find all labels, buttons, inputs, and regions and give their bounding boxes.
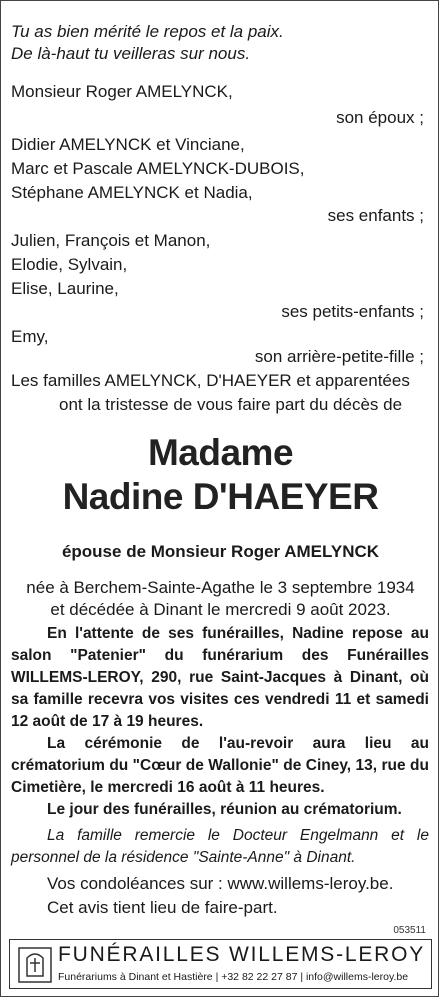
spouse-name: Monsieur Roger AMELYNCK, — [11, 82, 233, 101]
thanks-paragraph: La famille remercie le Docteur Engelmann et le personnel de la résidence "Sainte-Anne" à Dinant. — [11, 827, 429, 866]
funeral-home-footer — [9, 939, 432, 989]
deceased-name: Nadine D'HAEYER — [62, 476, 379, 517]
deceased-relation: épouse de Monsieur Roger AMELYNCK — [61, 542, 380, 561]
child-2: Marc et Pascale AMELYNCK-DUBOIS, — [11, 159, 305, 178]
verse-line-1: Tu as bien mérité le repos et la paix. — [11, 22, 284, 41]
child-1: Didier AMELYNCK et Vinciane, — [11, 135, 245, 154]
reception-paragraph: Le jour des funérailles, réunion au crématorium. — [47, 801, 402, 818]
grandchild-2: Elodie, Sylvain, — [11, 255, 128, 274]
death-line: et décédée à Dinant le mercredi 9 août 2023. — [50, 600, 391, 619]
verse-line-2: De là-haut tu veilleras sur nous. — [11, 44, 251, 63]
ceremony-paragraph: La cérémonie de l'au-revoir aura lieu au crématorium du "Cœur de Wallonie" de Ciney, 13, rue du Cimetière, le mercredi 16 août à 11 heures. — [11, 735, 429, 796]
notice-line: Cet avis tient lieu de faire-part. — [47, 898, 278, 917]
funeral-home-logo-icon — [17, 946, 53, 984]
funeral-home-contact: Funérariums à Dinant et Hastière | +32 82 22 27 87 | info@willems-leroy.be — [58, 971, 409, 983]
funeral-home-brand: FUNÉRAILLES WILLEMS-LEROY — [58, 943, 426, 966]
reference-number: 053511 — [393, 925, 426, 936]
announcement-line: ont la tristesse de vous faire part du décès de — [59, 395, 403, 414]
great-grandchild-role: son arrière-petite-fille ; — [254, 347, 424, 366]
grandchildren-role: ses petits-enfants ; — [281, 302, 424, 321]
birth-line: née à Berchem-Sainte-Agathe le 3 septembre 1934 — [26, 578, 415, 597]
condolences-line: Vos condoléances sur : www.willems-leroy.be. — [47, 874, 394, 893]
grandchild-3: Elise, Laurine, — [11, 279, 119, 298]
families-line: Les familles AMELYNCK, D'HAEYER et apparentées — [11, 371, 410, 390]
visitation-paragraph: En l'attente de ses funérailles, Nadine repose au salon "Patenier" du funérarium des Funérailles WILLEMS-LEROY, 290, rue Saint-Jacques à Dinant, où sa famille recevra vos visites ces vendredi 11 et samedi 12 août de 17 à 19 heures. — [11, 625, 429, 730]
grandchild-1: Julien, François et Manon, — [11, 231, 211, 250]
great-grandchild: Emy, — [11, 327, 49, 346]
child-3: Stéphane AMELYNCK et Nadia, — [11, 183, 253, 202]
spouse-role: son époux ; — [336, 108, 424, 127]
children-role: ses enfants ; — [327, 206, 424, 225]
deceased-title: Madame — [147, 432, 294, 473]
